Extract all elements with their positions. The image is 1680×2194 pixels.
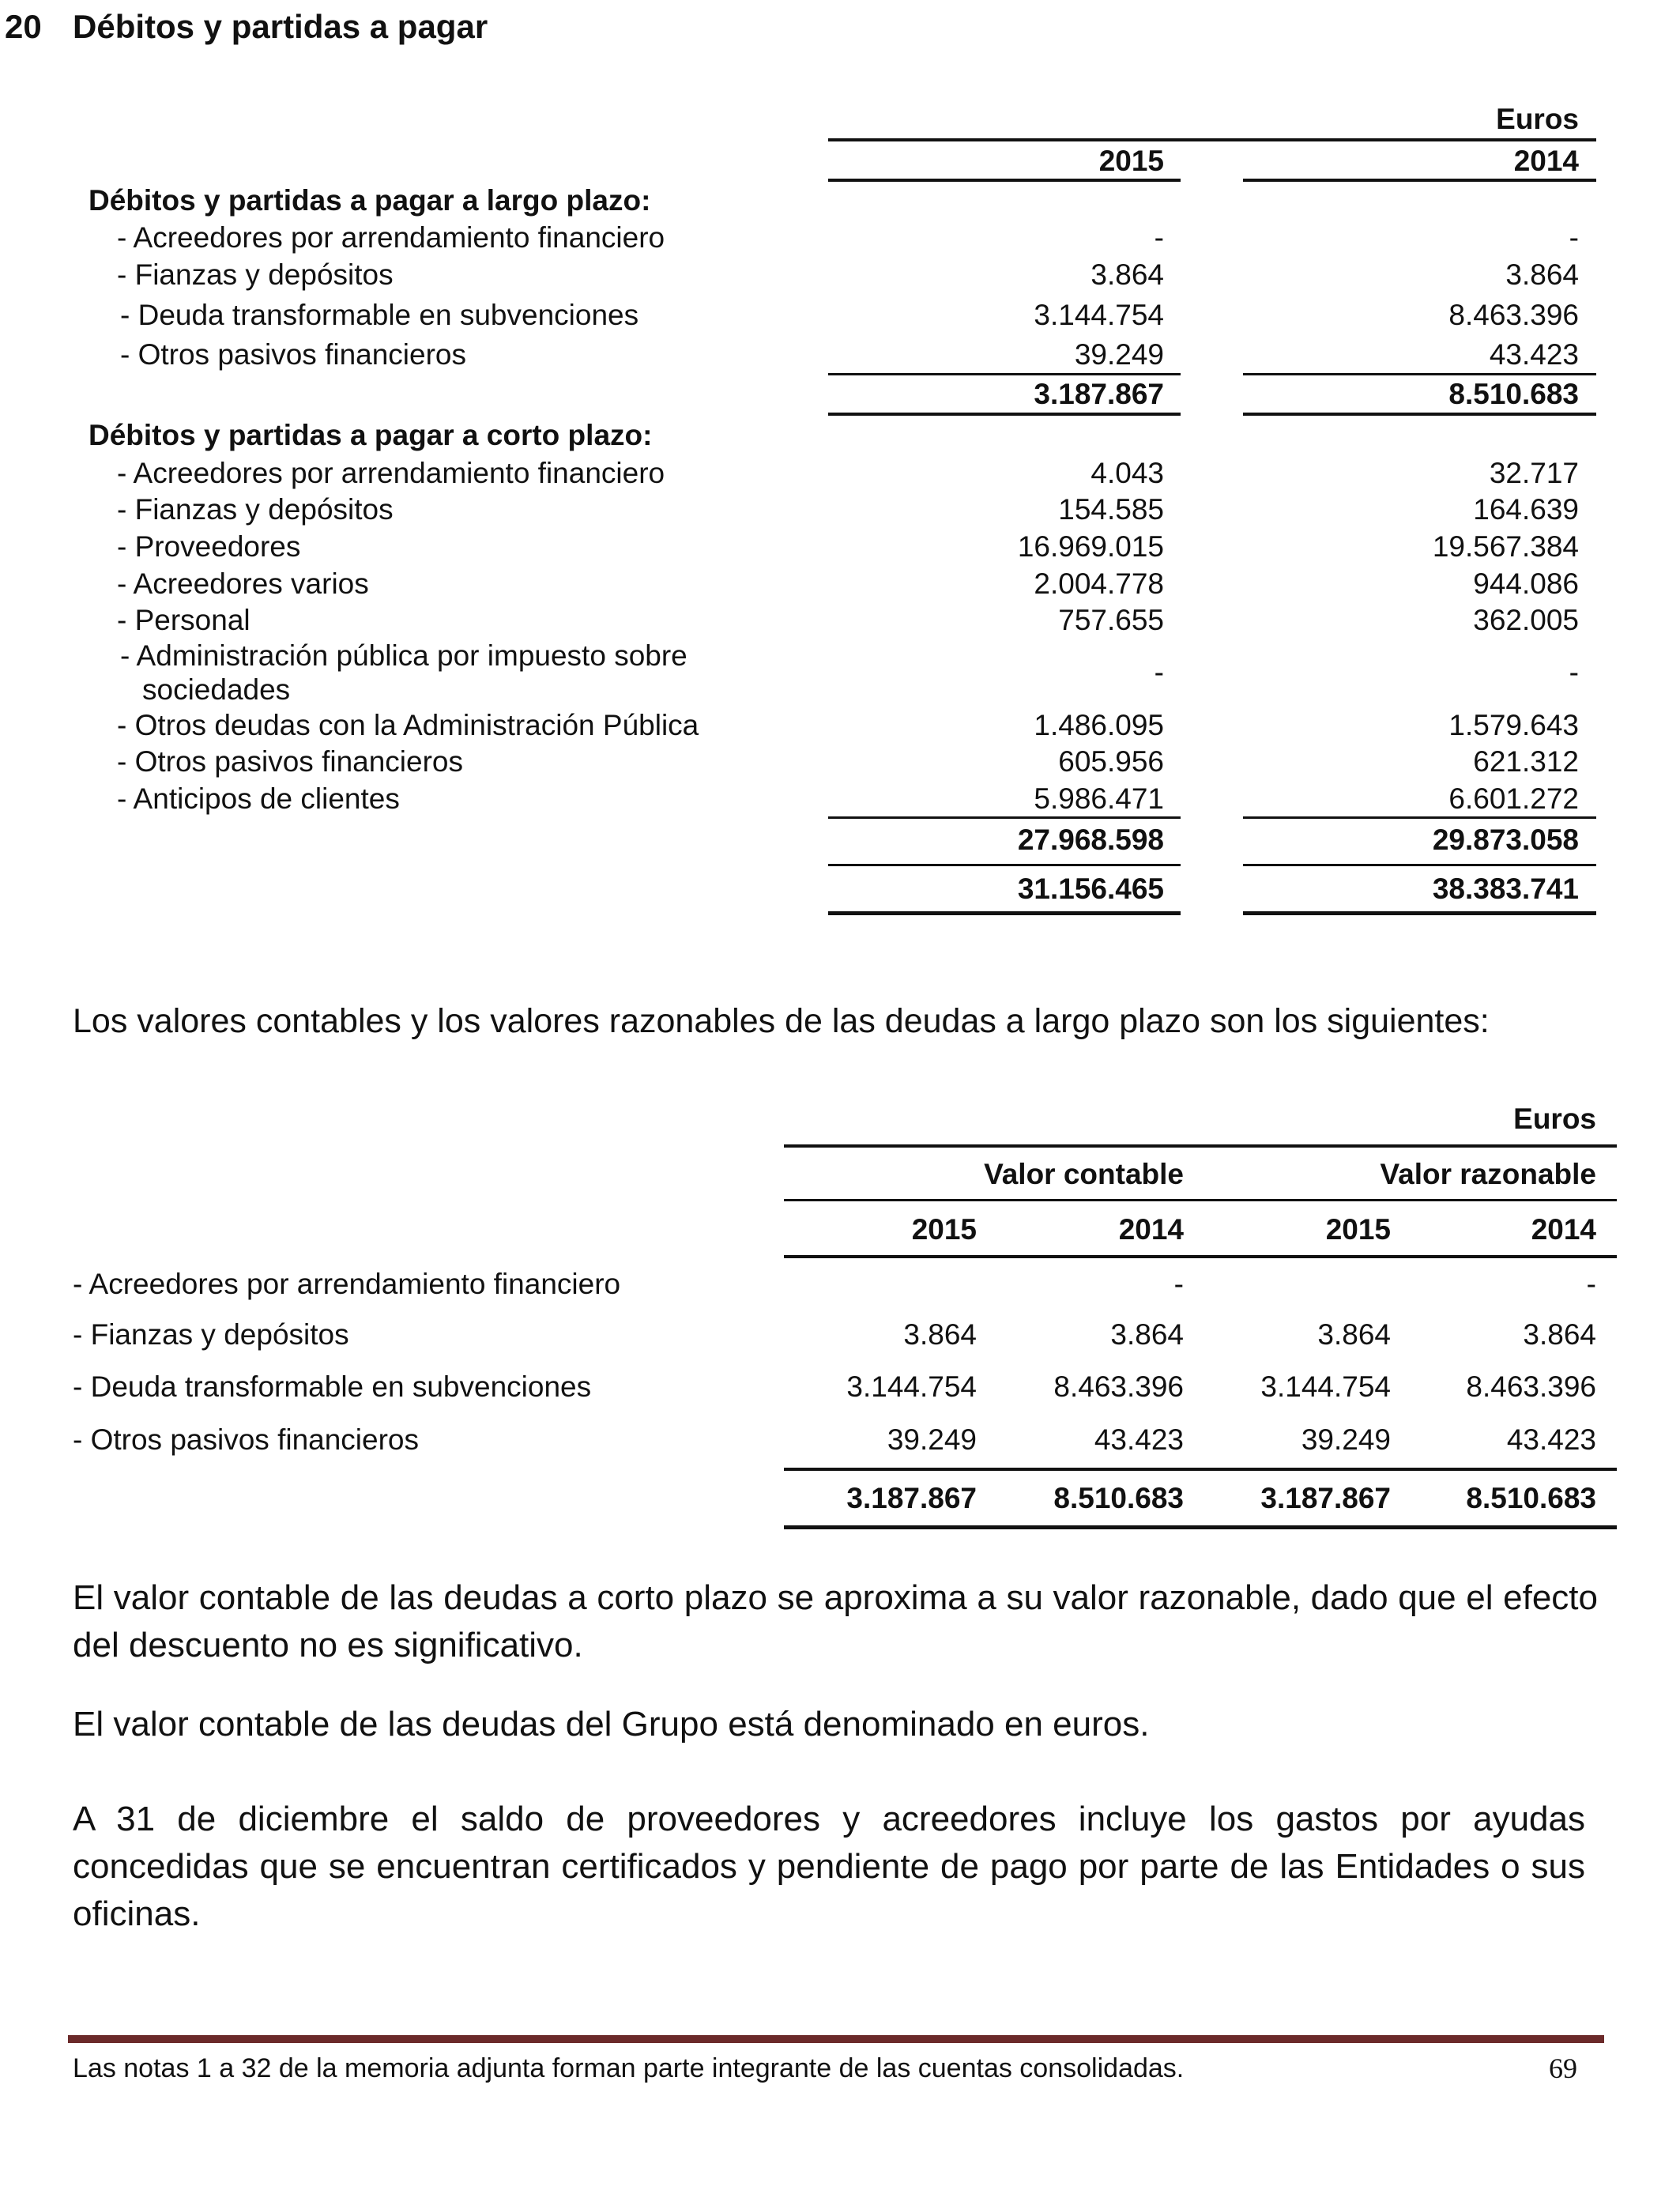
table-cell: 3.864 xyxy=(903,1318,977,1351)
year-header-2015: 2015 xyxy=(1098,145,1164,177)
table-cell-2015: 3.864 xyxy=(1090,258,1164,291)
table-cell: 39.249 xyxy=(887,1423,977,1456)
grand-total-2014: 38.383.741 xyxy=(1432,873,1579,905)
table-row-label: - Administración pública por impuesto sobre xyxy=(120,639,687,672)
subtotal-underline-2015 xyxy=(828,864,1181,866)
total-cell: 8.510.683 xyxy=(1053,1482,1184,1514)
footer-rule xyxy=(68,2035,1604,2043)
table-row-label-continuation: sociedades xyxy=(142,673,291,706)
table-cell: 3.144.754 xyxy=(1260,1370,1391,1403)
header-rule xyxy=(828,138,1596,141)
year-rule xyxy=(784,1255,1617,1258)
table-cell-2014: 164.639 xyxy=(1473,493,1579,526)
table-cell-2014: 19.567.384 xyxy=(1432,530,1579,563)
grand-total-underline-2015 xyxy=(828,911,1181,915)
total-cell: 3.187.867 xyxy=(846,1482,977,1514)
table-cell-2014: 362.005 xyxy=(1473,604,1579,636)
table-row-label: - Acreedores varios xyxy=(117,567,369,600)
group-header-valor-contable: Valor contable xyxy=(984,1158,1184,1190)
page-number: 69 xyxy=(1549,2053,1577,2084)
header-rule xyxy=(784,1144,1617,1148)
table-row-label: - Otros pasivos financieros xyxy=(120,338,467,371)
table-cell: 43.423 xyxy=(1094,1423,1184,1456)
table-cell-2014: - xyxy=(1569,656,1579,688)
subtotal-rule-2014 xyxy=(1243,816,1596,819)
year-rule-2015 xyxy=(828,179,1181,182)
year-header: 2014 xyxy=(1531,1213,1596,1246)
table-cell: 8.463.396 xyxy=(1053,1370,1184,1403)
table-row-label: - Deuda transformable en subvenciones xyxy=(120,299,639,331)
table-row-label: - Proveedores xyxy=(117,530,301,563)
footer-note: Las notas 1 a 32 de la memoria adjunta forman parte integrante de las cuentas consolidadas. xyxy=(73,2053,1185,2083)
year-header-2014: 2014 xyxy=(1513,145,1579,177)
table-cell: 3.144.754 xyxy=(846,1370,977,1403)
table-cell-2014: 8.463.396 xyxy=(1448,299,1579,331)
table-cell-2014: 3.864 xyxy=(1505,258,1579,291)
long-term-total-2014: 8.510.683 xyxy=(1448,378,1579,410)
table-cell-2015: 39.249 xyxy=(1074,338,1164,371)
table-row-label: - Otros pasivos financieros xyxy=(117,745,464,778)
intro-paragraph: Los valores contables y los valores razonables de las deudas a largo plazo son los siguientes: xyxy=(73,1002,1490,1040)
subtotal-underline-2014 xyxy=(1243,413,1596,416)
subtotal-rule-2015 xyxy=(828,816,1181,819)
table-cell: - xyxy=(1173,1268,1184,1300)
table-cell-2015: 4.043 xyxy=(1090,457,1164,489)
table-row-label: - Fianzas y depósitos xyxy=(73,1318,349,1351)
table-row-label: - Acreedores por arrendamiento financiero xyxy=(117,457,665,489)
table-cell-2015: 5.986.471 xyxy=(1034,782,1164,815)
table-row-label: - Anticipos de clientes xyxy=(117,782,400,815)
table-cell: 39.249 xyxy=(1301,1423,1391,1456)
table-cell-2014: - xyxy=(1569,221,1579,254)
year-header: 2015 xyxy=(1325,1213,1391,1246)
section-number: 20 xyxy=(5,8,42,45)
table-row-label: - Deuda transformable en subvenciones xyxy=(73,1370,592,1403)
table-row-label: - Otros deudas con la Administración Pública xyxy=(117,709,699,741)
table-row-label: - Acreedores por arrendamiento financiero xyxy=(117,221,665,254)
section-title: Débitos y partidas a pagar xyxy=(73,8,488,45)
table-row-label: - Acreedores por arrendamiento financiero xyxy=(73,1268,621,1300)
table-cell-2014: 6.601.272 xyxy=(1448,782,1579,815)
short-term-total-2015: 27.968.598 xyxy=(1017,824,1164,856)
table-cell-2015: 605.956 xyxy=(1058,745,1164,778)
short-term-total-2014: 29.873.058 xyxy=(1432,824,1579,856)
grand-total-2015: 31.156.465 xyxy=(1017,873,1164,905)
table-cell-2014: 32.717 xyxy=(1489,457,1579,489)
year-header: 2015 xyxy=(911,1213,977,1246)
group-header-valor-razonable: Valor razonable xyxy=(1380,1158,1596,1190)
table-row-label: - Otros pasivos financieros xyxy=(73,1423,420,1456)
table-cell-2015: - xyxy=(1154,656,1164,688)
table-cell: 3.864 xyxy=(1523,1318,1596,1351)
total-cell: 3.187.867 xyxy=(1260,1482,1391,1514)
paragraph: El valor contable de las deudas del Grupo está denominado en euros. xyxy=(73,1705,1150,1744)
year-header: 2014 xyxy=(1118,1213,1184,1246)
subtotal-underline-2015 xyxy=(828,413,1181,416)
table-cell: 8.463.396 xyxy=(1466,1370,1596,1403)
table-cell-2015: 757.655 xyxy=(1058,604,1164,636)
subtotal-underline-2014 xyxy=(1243,864,1596,866)
table-cell-2014: 944.086 xyxy=(1473,567,1579,600)
table-cell: - xyxy=(1586,1268,1596,1300)
short-term-heading: Débitos y partidas a pagar a corto plazo: xyxy=(89,419,653,451)
long-term-total-2015: 3.187.867 xyxy=(1034,378,1164,410)
total-rule xyxy=(784,1468,1617,1471)
table-cell-2014: 43.423 xyxy=(1489,338,1579,371)
long-term-heading: Débitos y partidas a pagar a largo plazo: xyxy=(89,184,651,217)
subtotal-rule-2015 xyxy=(828,373,1181,375)
table-cell-2015: 2.004.778 xyxy=(1034,567,1164,600)
year-rule-2014 xyxy=(1243,179,1596,182)
total-underline xyxy=(784,1525,1617,1529)
subtotal-rule-2014 xyxy=(1243,373,1596,375)
currency-label: Euros xyxy=(1496,103,1579,135)
table-cell-2014: 1.579.643 xyxy=(1448,709,1579,741)
total-cell: 8.510.683 xyxy=(1466,1482,1596,1514)
table-cell: 3.864 xyxy=(1110,1318,1184,1351)
table-cell-2015: 3.144.754 xyxy=(1034,299,1164,331)
table-row-label: - Fianzas y depósitos xyxy=(117,258,394,291)
table-cell: 43.423 xyxy=(1506,1423,1596,1456)
group-rule xyxy=(784,1199,1617,1201)
table-cell-2015: 16.969.015 xyxy=(1017,530,1164,563)
table-cell: 3.864 xyxy=(1317,1318,1391,1351)
table-cell-2015: 1.486.095 xyxy=(1034,709,1164,741)
table-cell-2015: 154.585 xyxy=(1058,493,1164,526)
table-row-label: - Personal xyxy=(117,604,250,636)
paragraph: A 31 de diciembre el saldo de proveedores y acreedores incluye los gastos por ayudas concedidas que se encuentran certificados y pendiente de pago por parte de las Entidades o sus oficinas. xyxy=(73,1800,1585,1933)
table-cell-2014: 621.312 xyxy=(1473,745,1579,778)
grand-total-underline-2014 xyxy=(1243,911,1596,915)
currency-label: Euros xyxy=(1513,1103,1596,1135)
paragraph: El valor contable de las deudas a corto plazo se aproxima a su valor razonable, dado que el efecto del descuento no es significativo. xyxy=(73,1578,1598,1664)
table-row-label: - Fianzas y depósitos xyxy=(117,493,394,526)
table-cell-2015: - xyxy=(1154,221,1164,254)
